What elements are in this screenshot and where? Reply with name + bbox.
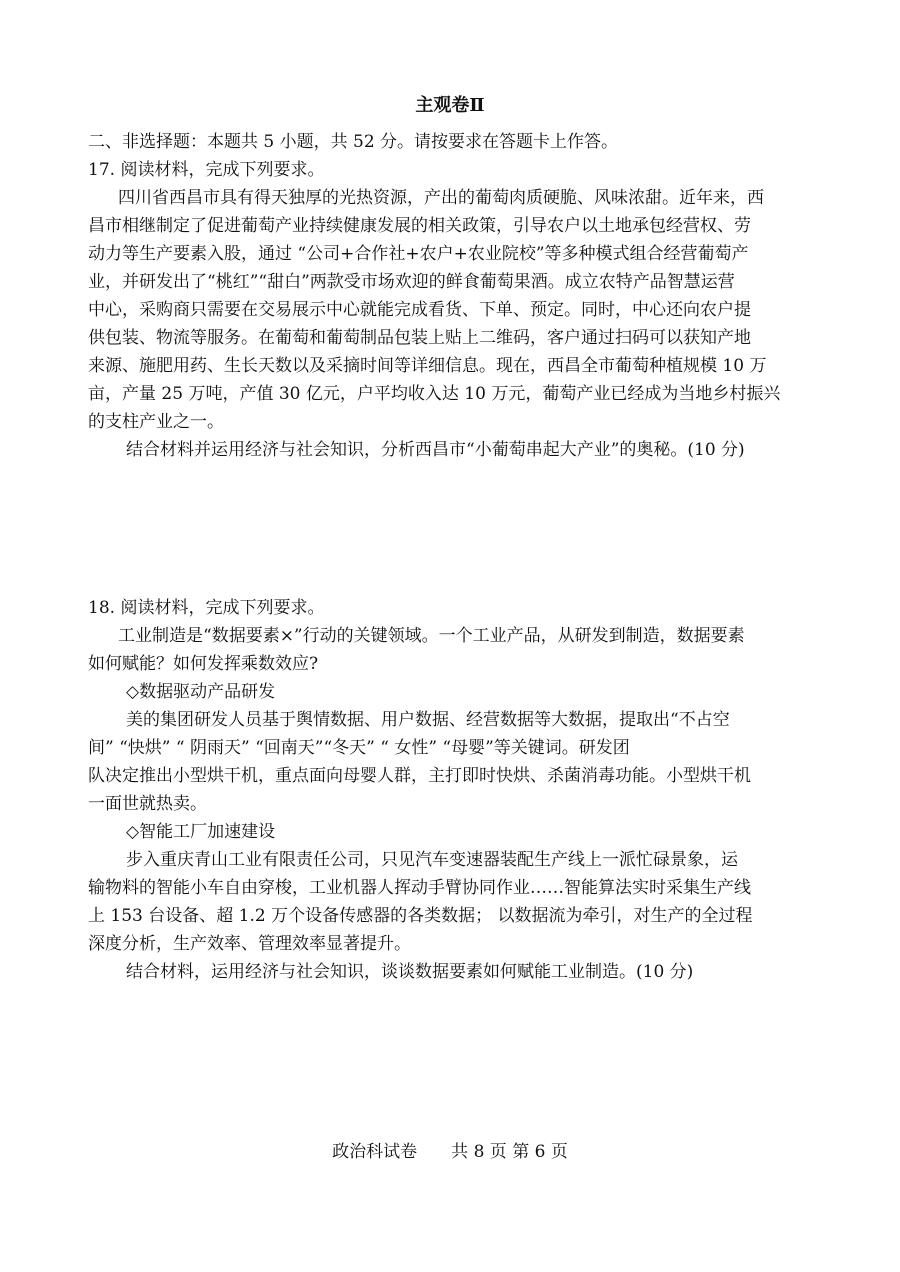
q18-heading: 18. 阅读材料，完成下列要求。 [88, 598, 325, 618]
q17-material-line: 昌市相继制定了促进葡萄产业持续健康发展的相关政策，引导农户以土地承包经营权、劳 [88, 216, 751, 236]
q18-sub1-line: 美的集团研发人员基于舆情数据、用户数据、经营数据等大数据，提取出“不占空 [126, 710, 730, 730]
q18-subheading-factory: ◇智能工厂加速建设 [126, 822, 276, 842]
q18-task: 结合材料，运用经济与社会知识，谈谈数据要素如何赋能工业制造。(10 分) [126, 962, 694, 982]
q18-intro-line: 如何赋能？如何发挥乘数效应? [88, 654, 319, 674]
q17-block [88, 128, 818, 464]
q17-material-line: 中心，采购商只需要在交易展示中心就能完成看货、下单、预定。同时，中心还向农户提 [88, 300, 751, 320]
q17-material-line: 业，并研发出了“桃红”“甜白”两款受市场欢迎的鲜食葡萄果酒。成立农特产品智慧运营 [88, 272, 735, 292]
page-footer: 政治科试卷 共 8 页 第 6 页 [332, 1142, 568, 1162]
q18-sub2-line: 深度分析，生产效率、管理效率显著提升。 [88, 934, 411, 954]
q18-sub2-line: 上 153 台设备、超 1.2 万个设备传感器的各类数据； 以数据流为牵引，对生产的全过程 [88, 906, 753, 926]
q18-block [88, 594, 818, 986]
q17-material-line: 来源、施肥用药、生长天数以及采摘时间等详细信息。现在，西昌全市葡萄种植规模 10 万 [88, 356, 767, 376]
q17-material-line: 供包装、物流等服务。在葡萄和葡萄制品包装上贴上二维码，客户通过扫码可以获知产地 [88, 328, 751, 348]
q17-material-line: 的支柱产业之一。 [88, 412, 224, 432]
q17-material-line: 动力等生产要素入股，通过 “公司+合作社+农户+农业院校”等多种模式组合经营葡萄产 [88, 244, 749, 264]
q18-sub2-line: 输物料的智能小车自由穿梭，工业机器人挥动手臂协同作业……智能算法实时采集生产线 [88, 878, 751, 898]
q17-material-line: 亩，产量 25 万吨，产值 30 亿元，户平均收入达 10 万元，葡萄产业已经成为当地乡村振兴 [88, 384, 781, 404]
q17-material-line: 四川省西昌市具有得天独厚的光热资源，产出的葡萄肉质硬脆、风味浓甜。近年来，西 [118, 188, 764, 208]
q17-heading: 17. 阅读材料，完成下列要求。 [88, 160, 325, 180]
q18-intro-line: 工业制造是“数据要素×”行动的关键领域。一个工业产品，从研发到制造，数据要素 [118, 626, 745, 646]
page-title: 主观卷Ⅱ [415, 95, 485, 116]
q18-sub1-line: 队决定推出小型烘干机，重点面向母婴人群，主打即时快烘、杀菌消毒功能。小型烘干机 [88, 766, 751, 786]
q18-sub1-line: 间” “快烘” “ 阴雨天” “回南天”“冬天” “ 女性” “母婴”等关键词。研发团 [88, 738, 630, 758]
q18-subheading-research: ◇数据驱动产品研发 [126, 682, 276, 702]
q17-task: 结合材料并运用经济与社会知识，分析西昌市“小葡萄串起大产业”的奥秘。(10 分) [126, 440, 745, 460]
section-instruction: 二、非选择题：本题共 5 小题，共 52 分。请按要求在答题卡上作答。 [88, 132, 619, 152]
q18-sub2-line: 步入重庆青山工业有限责任公司，只见汽车变速器装配生产线上一派忙碌景象，运 [126, 850, 738, 870]
q18-sub1-line: 一面世就热卖。 [88, 794, 207, 814]
